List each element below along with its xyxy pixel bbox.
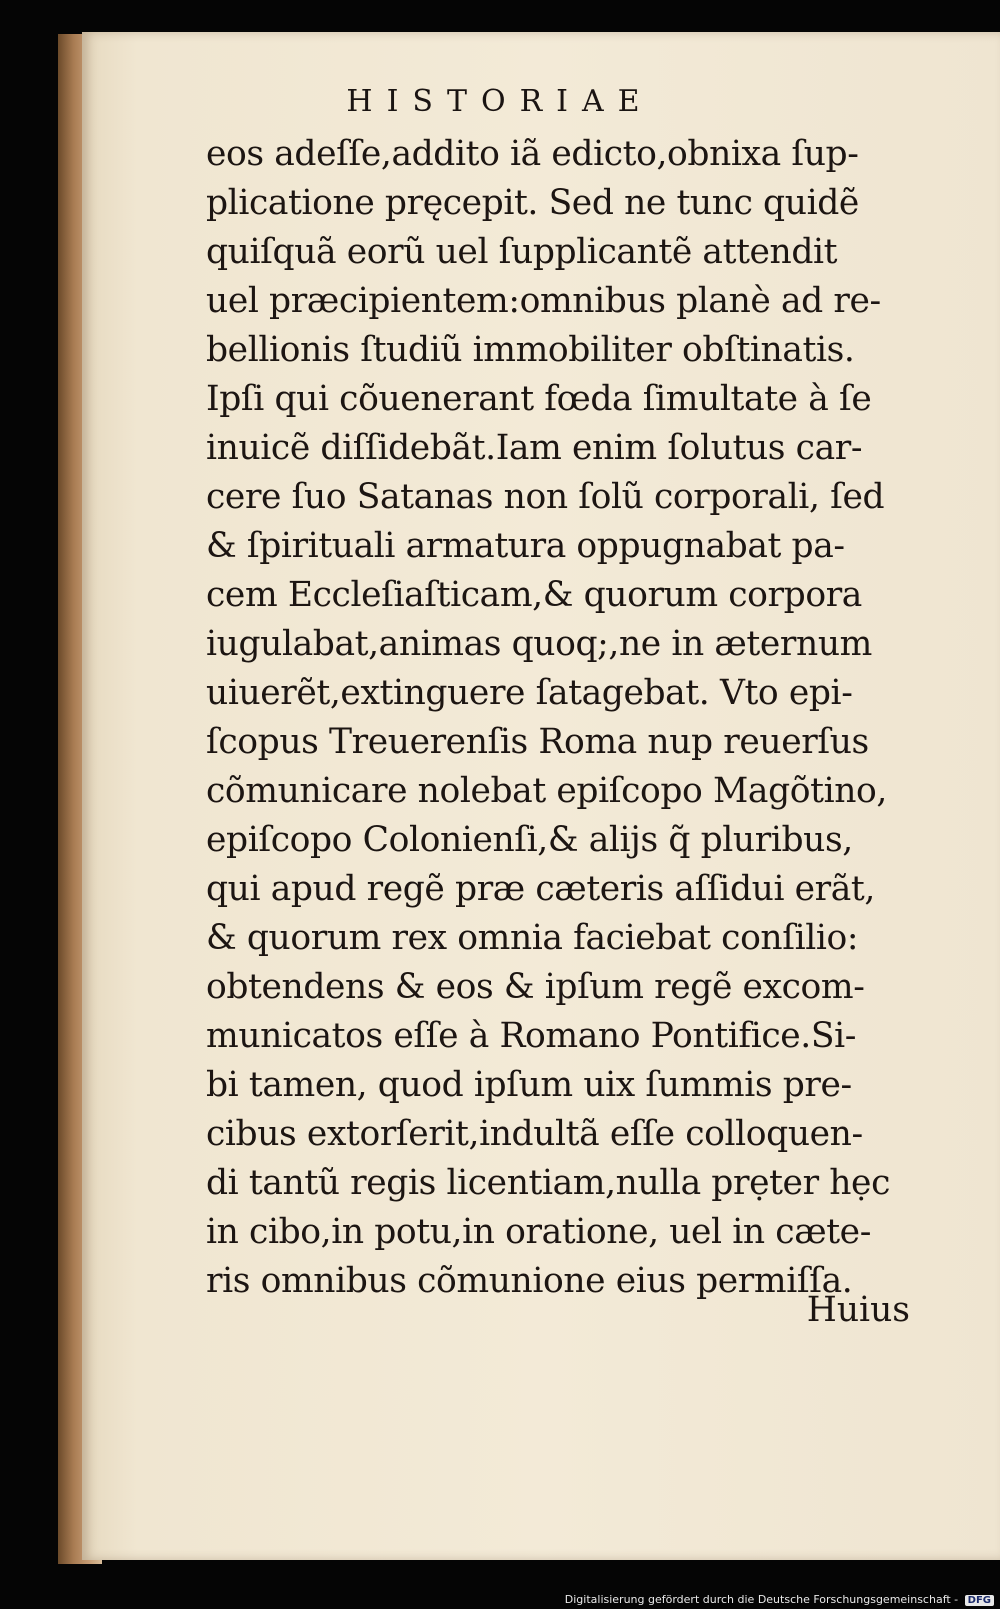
digitization-credit <box>565 1593 994 1606</box>
text-line: ris omnibus cõmunione eius permiſſa. <box>206 1261 853 1301</box>
text-line: Ipſi qui cõuenerant fœda ſimultate à ſe <box>206 379 872 419</box>
text-line: plicatione pręcepit. Sed ne tunc quidẽ <box>206 183 859 223</box>
dfg-logo: DFG <box>965 1595 994 1606</box>
credit-text: Digitalisierung gefördert durch die Deutsche Forschungsgemeinschaft - <box>564 1593 959 1606</box>
running-head: HISTORIAE <box>346 84 654 119</box>
text-line: cõmunicare nolebat epiſcopo Magõtino, <box>206 771 887 811</box>
text-line: quiſquã eorũ uel ſupplicantẽ attendit <box>206 232 838 272</box>
text-line: uel præcipientem:omnibus planè ad re- <box>206 281 881 321</box>
text-line: in cibo,in potu,in oratione, uel in cæte- <box>206 1212 871 1252</box>
text-line: & ſpirituali armatura oppugnabat pa- <box>206 526 845 566</box>
text-line: epiſcopo Colonienſi,& alijs q̃ pluribus, <box>206 820 853 860</box>
text-line: municatos eſſe à Romano Pontifice.Si- <box>206 1016 856 1056</box>
text-line: eos adeſſe,addito iã edicto,obnixa ſup- <box>206 134 859 174</box>
catchword: Huius <box>806 1290 910 1330</box>
text-line: bellionis ſtudiũ immobiliter obſtinatis. <box>206 330 855 370</box>
text-line: cibus extorſerit,indultã eſſe colloquen- <box>206 1114 863 1154</box>
text-line: & quorum rex omnia faciebat conſilio: <box>206 918 859 958</box>
text-line: di tantũ regis licentiam,nulla prẹter hẹc <box>206 1163 890 1203</box>
text-line: cem Eccleſiaſticam,& quorum corpora <box>206 575 862 615</box>
text-line: iugulabat,animas quoq;,ne in æternum <box>206 624 872 664</box>
text-line: inuicẽ diſſidebãt.Iam enim ſolutus car- <box>206 428 863 468</box>
text-line: obtendens & eos & ipſum regẽ excom- <box>206 967 865 1007</box>
text-line: bi tamen, quod ipſum uix ſummis pre- <box>206 1065 852 1105</box>
text-block <box>206 130 946 1306</box>
text-line: qui apud regẽ præ cæteris aſſidui erãt, <box>206 869 875 909</box>
text-line: uiuerẽt,extinguere ſatagebat. Vto epi- <box>206 673 853 713</box>
text-line: cere ſuo Satanas non ſolũ corporali, ſed <box>206 477 885 517</box>
text-line: ſcopus Treuerenſis Roma nup reuerſus <box>206 722 869 762</box>
